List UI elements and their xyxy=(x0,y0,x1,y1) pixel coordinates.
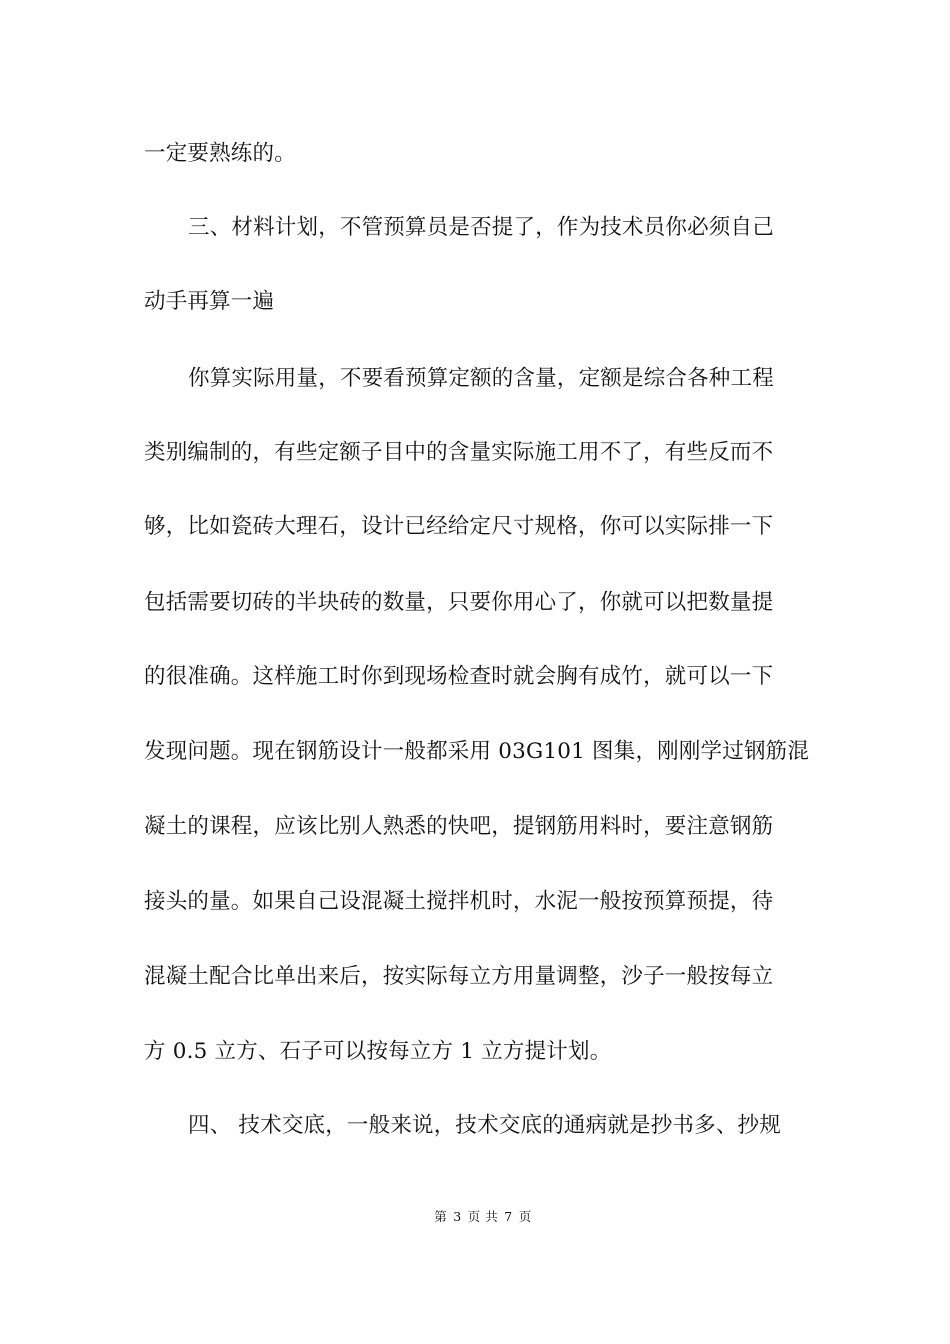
footer-middle: 页 共 xyxy=(467,1209,499,1224)
text-line: 接头的量。如果自己设混凝土搅拌机时，水泥一般按预算预提，待 xyxy=(144,889,774,914)
text-line: 你算实际用量，不要看预算定额的含量，定额是综合各种工程 xyxy=(188,366,774,391)
text-line: 动手再算一遍 xyxy=(144,289,275,314)
text-line: 够，比如瓷砖大理石，设计已经给定尺寸规格，你可以实际排一下 xyxy=(144,514,774,539)
page-footer xyxy=(0,1208,950,1226)
text-line: 包括需要切砖的半块砖的数量，只要你用心了，你就可以把数量提 xyxy=(144,590,774,615)
footer-prefix: 第 xyxy=(434,1209,448,1224)
section-heading-materials: 三、材料计划，不管预算员是否提了，作为技术员你必须自己 xyxy=(188,215,774,240)
text-line: 混凝土配合比单出来后，按实际每立方用量调整，沙子一般按每立 xyxy=(144,964,774,989)
section-heading-technical-disclosure: 四、 技术交底，一般来说，技术交底的通病就是抄书多、抄规 xyxy=(188,1113,781,1138)
text-line: 凝土的课程，应该比别人熟悉的快吧，提钢筋用料时，要注意钢筋 xyxy=(144,814,774,839)
text-line: 方 0.5 立方、石子可以按每立方 1 立方提计划。 xyxy=(144,1039,612,1064)
total-pages-number: 7 xyxy=(504,1209,513,1224)
footer-suffix: 页 xyxy=(518,1209,532,1224)
current-page-number: 3 xyxy=(453,1209,462,1224)
text-line: 类别编制的，有些定额子目中的含量实际施工用不了，有些反而不 xyxy=(144,440,774,465)
text-line: 发现问题。现在钢筋设计一般都采用 03G101 图集，刚刚学过钢筋混 xyxy=(144,739,810,764)
text-line: 一定要熟练的。 xyxy=(144,141,296,166)
text-line: 的很准确。这样施工时你到现场检查时就会胸有成竹，就可以一下 xyxy=(144,664,774,689)
